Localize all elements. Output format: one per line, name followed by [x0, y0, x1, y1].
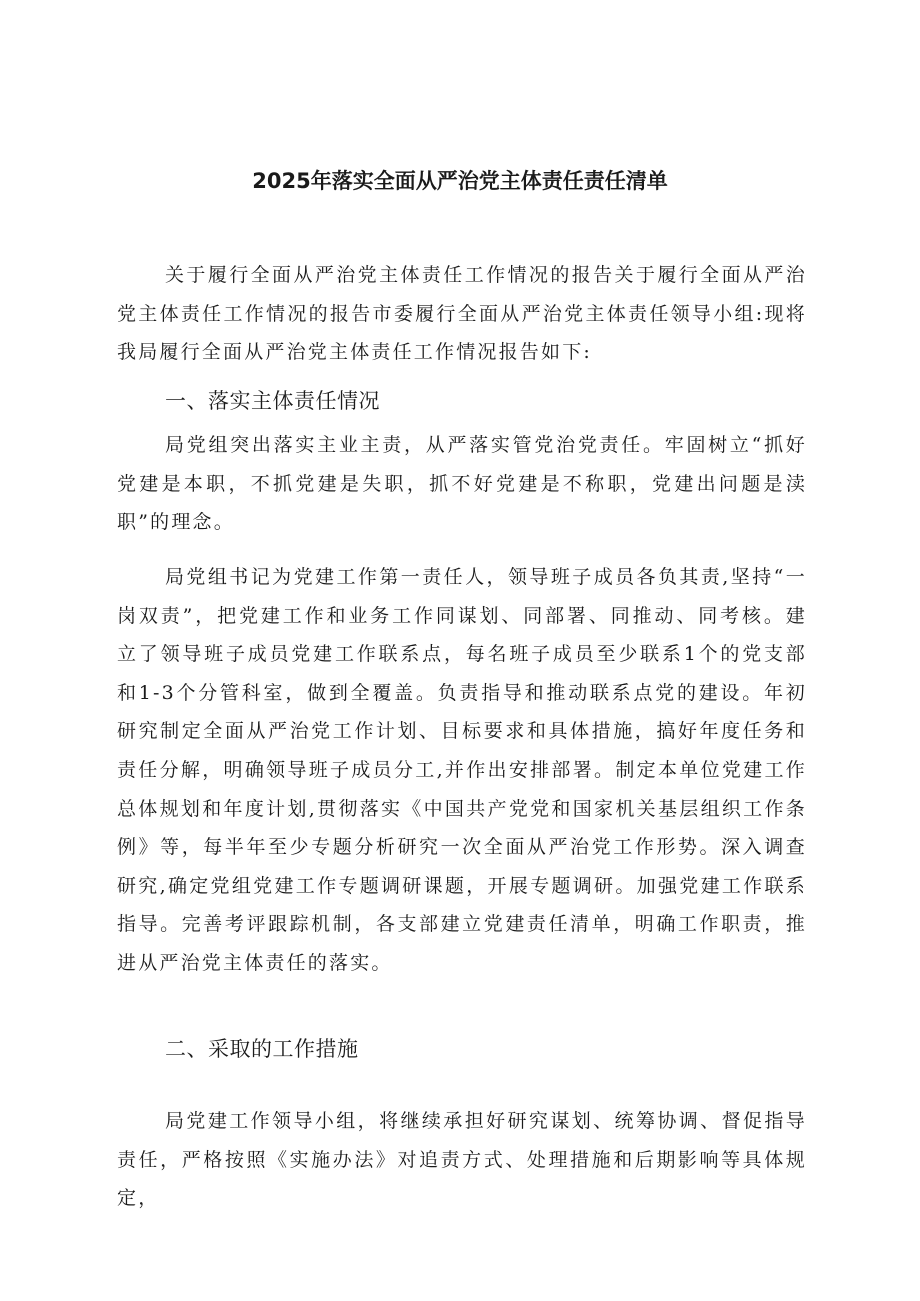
- section-2-paragraph-1: 局党建工作领导小组，将继续承担好研究谋划、统筹协调、督促指导责任，严格按照《实施办法》对追责方式、处理措施和后期影响等具体规定，: [117, 1110, 807, 1210]
- intro-paragraph: 关于履行全面从严治党主体责任工作情况的报告关于履行全面从严治党主体责任工作情况的报告市委履行全面从严治党主体责任领导小组:现将我局履行全面从严治党主体责任工作情况报告如下:: [117, 264, 807, 364]
- section-heading-1: 一、落实主体责任情况: [165, 389, 380, 413]
- section-1-paragraph-1: 局党组突出落实主业主责，从严落实管党治党责任。牢固树立“抓好党建是本职，不抓党建是失职，抓不好党建是不称职，党建出问题是渎职”的理念。: [117, 434, 807, 534]
- document-title: 2025年落实全面从严治党主体责任责任清单: [252, 169, 668, 193]
- section-heading-2: 二、采取的工作措施: [165, 1037, 359, 1061]
- section-1-paragraph-2: 局党组书记为党建工作第一责任人，领导班子成员各负其责,坚持“一岗双责”，把党建工作和业务工作同谋划、同部署、同推动、同考核。建立了领导班子成员党建工作联系点，每名班子成员至少联系1个的党支部和1-3个分管科室，做到全覆盖。负责指导和推动联系点党的建设。年初研究制定全面从严治党工作计划、目标要求和具体措施，搞好年度任务和责任分解，明确领导班子成员分工,并作出安排部署。制定本单位党建工作总体规划和年度计划,贯彻落实《中国共产党党和国家机关基层组织工作条例》等，每半年至少专题分析研究一次全面从严治党工作形势。深入调查研究,确定党组党建工作专题调研课题，开展专题调研。加强党建工作联系指导。完善考评跟踪机制，各支部建立党建责任清单，明确工作职责，推进从严治党主体责任的落实。: [117, 566, 807, 974]
